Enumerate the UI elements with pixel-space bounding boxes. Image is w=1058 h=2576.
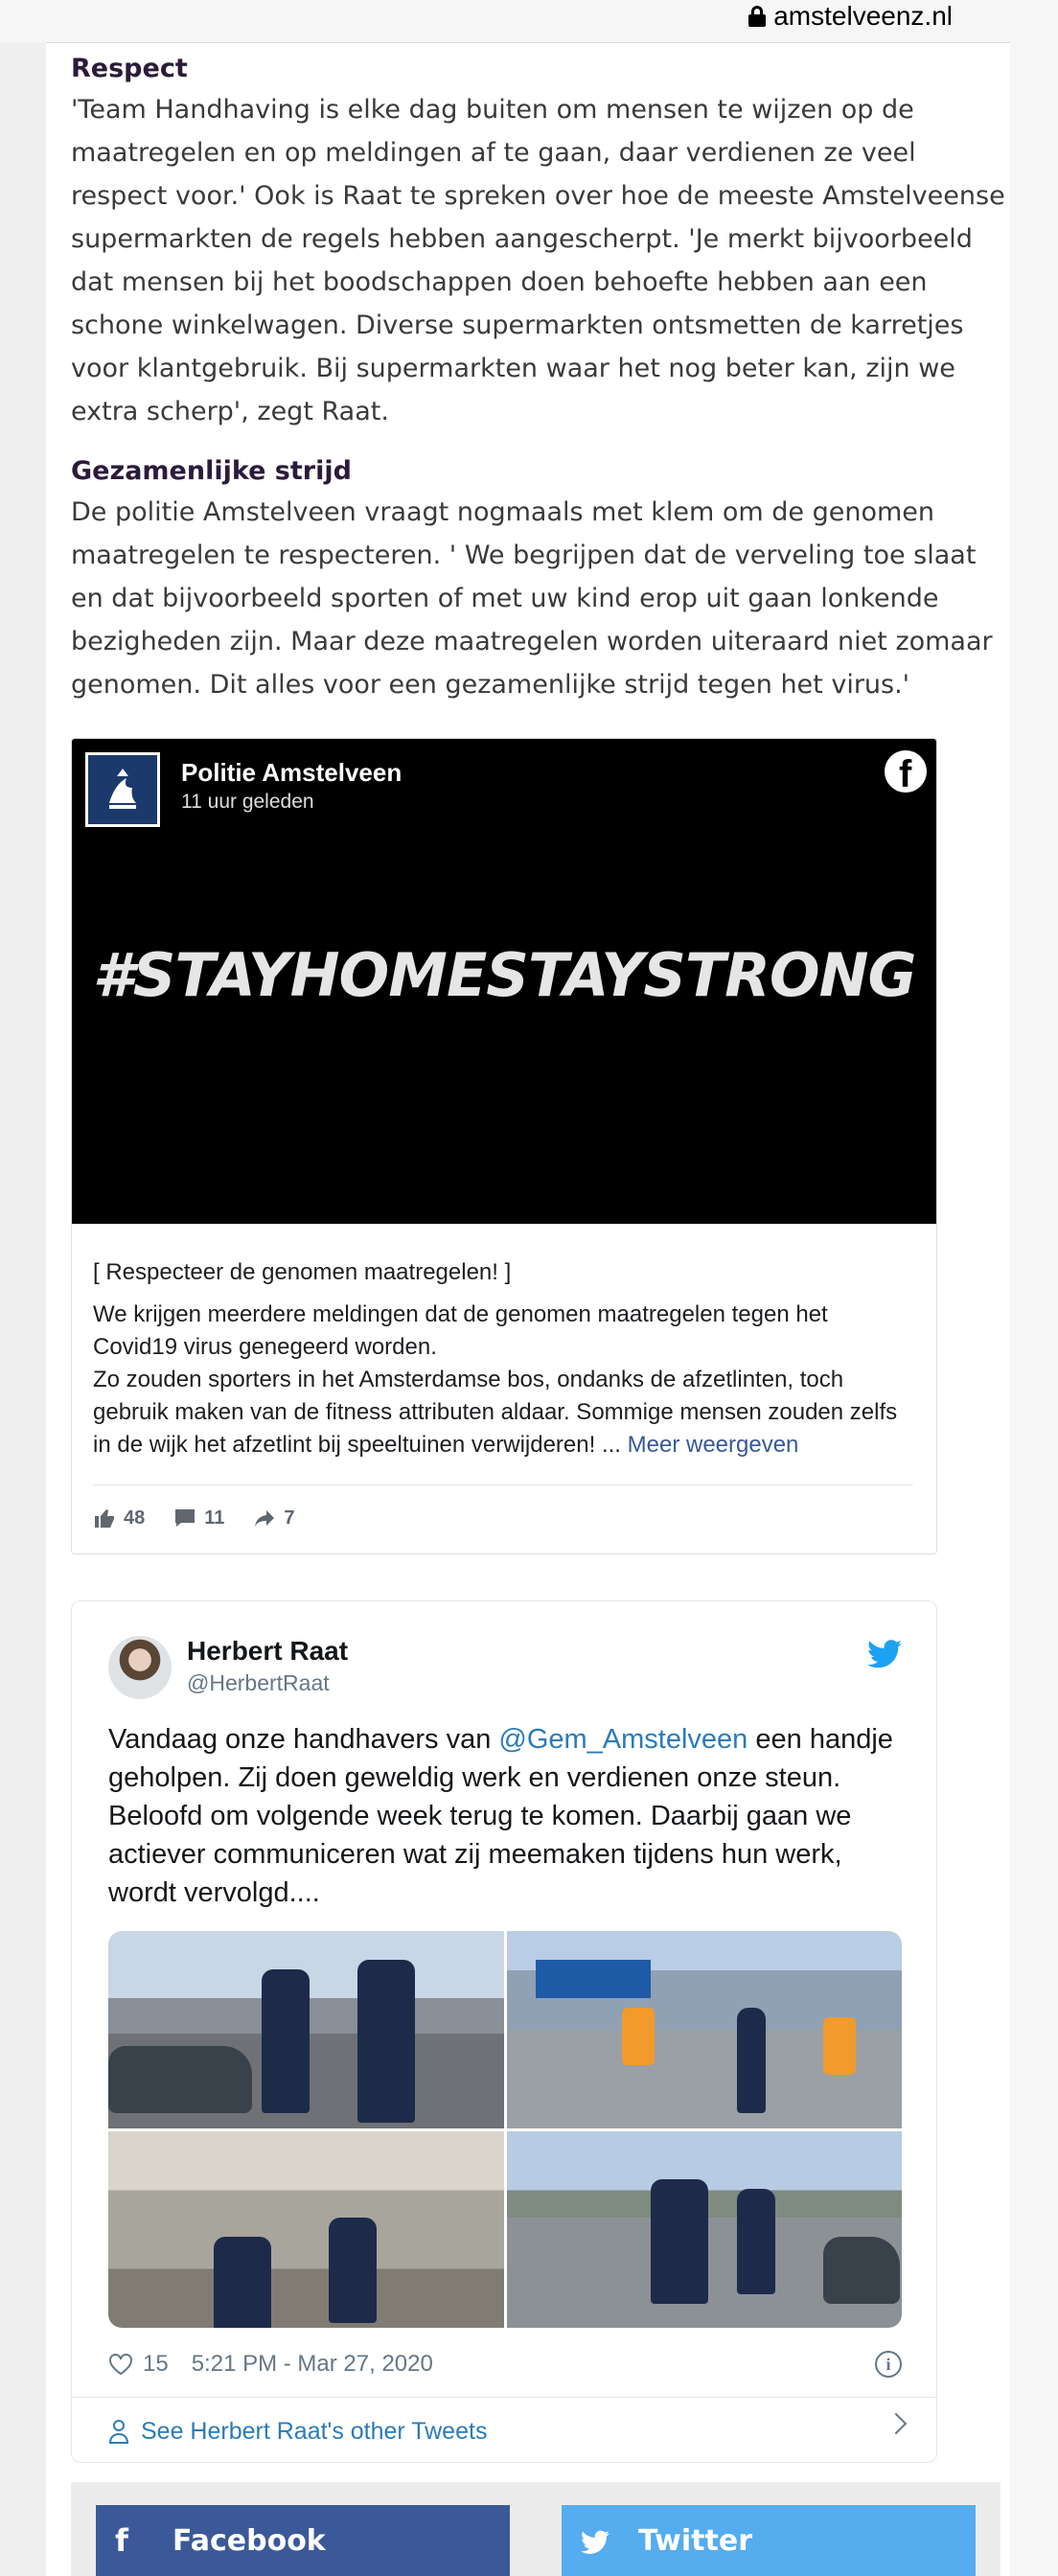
facebook-reactions-bar bbox=[93, 1504, 295, 1532]
tweet-photo[interactable] bbox=[108, 1931, 504, 2128]
comment-icon bbox=[173, 1506, 196, 1530]
facebook-post-image[interactable] bbox=[72, 739, 936, 1224]
facebook-logo-icon[interactable]: f bbox=[885, 750, 927, 793]
avatar[interactable] bbox=[108, 1636, 172, 1699]
facebook-page-name[interactable]: Politie Amstelveen bbox=[181, 758, 402, 787]
left-margin bbox=[0, 42, 46, 2576]
article-body bbox=[71, 50, 1010, 706]
tweet-photo-grid[interactable] bbox=[108, 1931, 902, 2328]
facebook-post-time[interactable]: 11 uur geleden bbox=[181, 791, 314, 813]
section-heading: Gezamenlijke strijd bbox=[71, 456, 352, 486]
twitter-bird-icon bbox=[581, 2522, 638, 2559]
tweet-author-name[interactable]: Herbert Raat bbox=[187, 1636, 349, 1666]
person-icon bbox=[108, 2419, 129, 2444]
twitter-bird-icon[interactable] bbox=[867, 1640, 902, 1668]
url-text: amstelveenz.nl bbox=[773, 1, 953, 31]
share-bar bbox=[71, 2482, 1000, 2576]
heart-icon[interactable] bbox=[108, 2353, 133, 2376]
share-count[interactable]: 7 bbox=[253, 1504, 294, 1532]
section-paragraph: 'Team Handhaving is elke dag buiten om mensen te wijzen op de maatregelen en op meldingen af te gaan, daar verdienen ze veel respect voor.' Ook is Raat te spreken over hoe de meeste Amstelveense supermarkten de regels hebben aangescherpt. 'Je merkt bijvoorbeeld dat mensen bij het boodschappen doen behoefte hebben aan een schone winkelwagen. Diverse supermarkten ontsmetten de karretjes voor klantgebruik. Bij supermarkten waar het nog beter kan, zijn we extra scherp', zegt Raat. bbox=[71, 95, 1005, 426]
like-count[interactable]: 48 bbox=[93, 1504, 145, 1532]
tweet-text: Vandaag onze handhavers van @Gem_Amstelveen een handje geholpen. Zij doen geweldig werk en verdienen onze steun. Beloofd om volgende week terug te komen. Daarbij gaan we actiever communiceren wat zij meemaken tijdens hun werk, wordt vervolgd.... bbox=[108, 1724, 893, 1908]
facebook-f-icon: f bbox=[115, 2522, 128, 2559]
info-icon[interactable]: i bbox=[875, 2351, 902, 2378]
url-display[interactable] bbox=[748, 0, 953, 33]
mention-link[interactable]: @Gem_Amstelveen bbox=[498, 1724, 748, 1755]
browser-address-bar[interactable] bbox=[0, 0, 1058, 43]
see-more-link[interactable]: Meer weergeven bbox=[627, 1432, 799, 1458]
tweet-timestamp[interactable]: 5:21 PM - Mar 27, 2020 bbox=[191, 2351, 433, 2377]
section-heading: Respect bbox=[71, 54, 188, 83]
tweet-photo[interactable] bbox=[507, 2131, 903, 2329]
tweet-photo[interactable] bbox=[507, 1931, 903, 2128]
tweet-like-count[interactable]: 15 bbox=[143, 2351, 169, 2377]
right-margin bbox=[1010, 42, 1058, 2576]
facebook-embed[interactable] bbox=[71, 738, 937, 1554]
thumbs-up-icon bbox=[93, 1506, 116, 1530]
tweet-photo[interactable] bbox=[108, 2131, 504, 2329]
section-paragraph: De politie Amstelveen vraagt nogmaals met klem om de genomen maatregelen te respecteren. ' We begrijpen dat de verveling toe slaat en dat bijvoorbeeld sporten of met uw kind erop uit gaan lonkende bezigheden zijn. Maar deze maatregelen worden uiteraard niet zomaar genomen. Dit alles voor een gezamenlijke strijd tegen het virus.' bbox=[71, 497, 993, 700]
lock-icon bbox=[748, 6, 766, 27]
share-twitter-button[interactable]: Twitter bbox=[562, 2505, 976, 2576]
tweet-meta bbox=[108, 2351, 433, 2378]
facebook-post-line: We krijgen meerdere meldingen dat de genomen maatregelen tegen het Covid19 virus genegeerd worden. bbox=[93, 1301, 828, 1360]
chevron-right-icon bbox=[886, 2413, 908, 2435]
hashtag-banner-text: #STAYHOMESTAYSTRONG bbox=[92, 940, 916, 1010]
twitter-embed[interactable] bbox=[71, 1600, 937, 2463]
share-facebook-button[interactable]: f Facebook bbox=[96, 2505, 510, 2576]
tweet-author-handle[interactable]: @HerbertRaat bbox=[187, 1670, 330, 1695]
see-other-tweets-link[interactable]: See Herbert Raat's other Tweets bbox=[108, 2412, 904, 2450]
share-arrow-icon bbox=[253, 1506, 276, 1530]
divider bbox=[93, 1484, 913, 1485]
divider bbox=[72, 2397, 936, 2398]
facebook-post-line: Zo zouden sporters in het Amsterdamse bos, ondanks de afzetlinten, toch gebruik maken van de fitness attributen aldaar. Sommige mensen zouden zelfs in de wijk het afzetlint bij speeltuinen verwijderen! ... Meer weergeven bbox=[93, 1367, 898, 1458]
facebook-post-title: [ Respecteer de genomen maatregelen! ] bbox=[93, 1259, 512, 1285]
facebook-post-text bbox=[93, 1256, 917, 1461]
police-emblem-icon bbox=[88, 755, 157, 824]
comment-count[interactable]: 11 bbox=[173, 1504, 224, 1532]
politie-logo-avatar[interactable] bbox=[85, 752, 160, 827]
